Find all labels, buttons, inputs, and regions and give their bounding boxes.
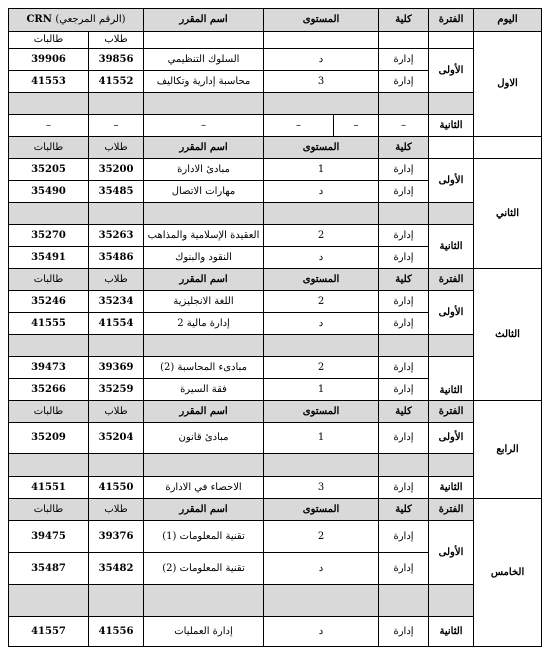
table-row: 41555 41554 إدارة مالية 2 د إدارة — [9, 313, 542, 335]
header-row — [9, 9, 542, 32]
period-header: الفترة — [429, 9, 474, 32]
separator-row — [9, 335, 542, 357]
section-header: طالبات طلاب اسم المقرر المستوى كلية الفترة الثالث — [9, 269, 542, 291]
table-row: 35491 35486 النقود والبنوك د إدارة — [9, 247, 542, 269]
table-row: – – – – – – الثانية — [9, 115, 542, 137]
table-row: 39906 39856 السلوك التنظيمي د إدارة الأولى — [9, 49, 542, 71]
course-header: اسم المقرر — [144, 9, 264, 32]
table-row: 35270 35263 العقيدة الإسلامية والمذاهب 2 إدارة الثانية — [9, 225, 542, 247]
separator-row — [9, 203, 542, 225]
table-row: 39475 39376 تقنية المعلومات (1) 2 إدارة الأولى — [9, 521, 542, 553]
crn-header: CRN (الرقم المرجعي) — [9, 9, 144, 32]
day-1: الاول — [474, 32, 542, 137]
table-row: 41553 41552 محاسبة إدارية وتكاليف 3 إدارة — [9, 71, 542, 93]
section-header: طالبات طلاب اسم المقرر المستوى كلية الفترة الرابع — [9, 401, 542, 423]
table-row: 35209 35204 مبادئ قانون 1 إدارة الأولى — [9, 423, 542, 454]
day-4: الرابع — [474, 401, 542, 499]
day-header: اليوم — [474, 9, 542, 32]
section-header: طالبات طلاب اسم المقرر المستوى كلية — [9, 137, 542, 159]
table-row: 39473 39369 مبادىء المحاسبة (2) 2 إدارة الثانية — [9, 357, 542, 379]
table-row: 35490 35485 مهارات الاتصال د إدارة — [9, 181, 542, 203]
table-row: 35205 35200 مبادئ الادارة 1 إدارة الأولى الثاني — [9, 159, 542, 181]
table-row: 41557 41556 إدارة العمليات د إدارة الثانية — [9, 617, 542, 647]
table-row: 35246 35234 اللغة الانجليزية 2 إدارة الأولى — [9, 291, 542, 313]
day-3: الثالث — [474, 269, 542, 401]
day-2: الثاني — [474, 159, 542, 269]
female-subheader: طالبات — [9, 32, 89, 49]
schedule-table — [8, 8, 542, 647]
subheader-row — [9, 32, 542, 49]
section-header: طالبات طلاب اسم المقرر المستوى كلية الفترة الخامس — [9, 499, 542, 521]
level-header: المستوى — [264, 9, 379, 32]
faculty-header: كلية — [379, 9, 429, 32]
table-row: 41551 41550 الاحصاء في الادارة 3 إدارة الثانية — [9, 477, 542, 499]
separator-row — [9, 93, 542, 115]
separator-row — [9, 454, 542, 477]
male-subheader: طلاب — [89, 32, 144, 49]
day-5: الخامس — [474, 499, 542, 647]
separator-row — [9, 585, 542, 617]
table-row: 35266 35259 فقة السيرة 1 إدارة — [9, 379, 542, 401]
table-row: 35487 35482 تقنية المعلومات (2) د إدارة — [9, 553, 542, 585]
